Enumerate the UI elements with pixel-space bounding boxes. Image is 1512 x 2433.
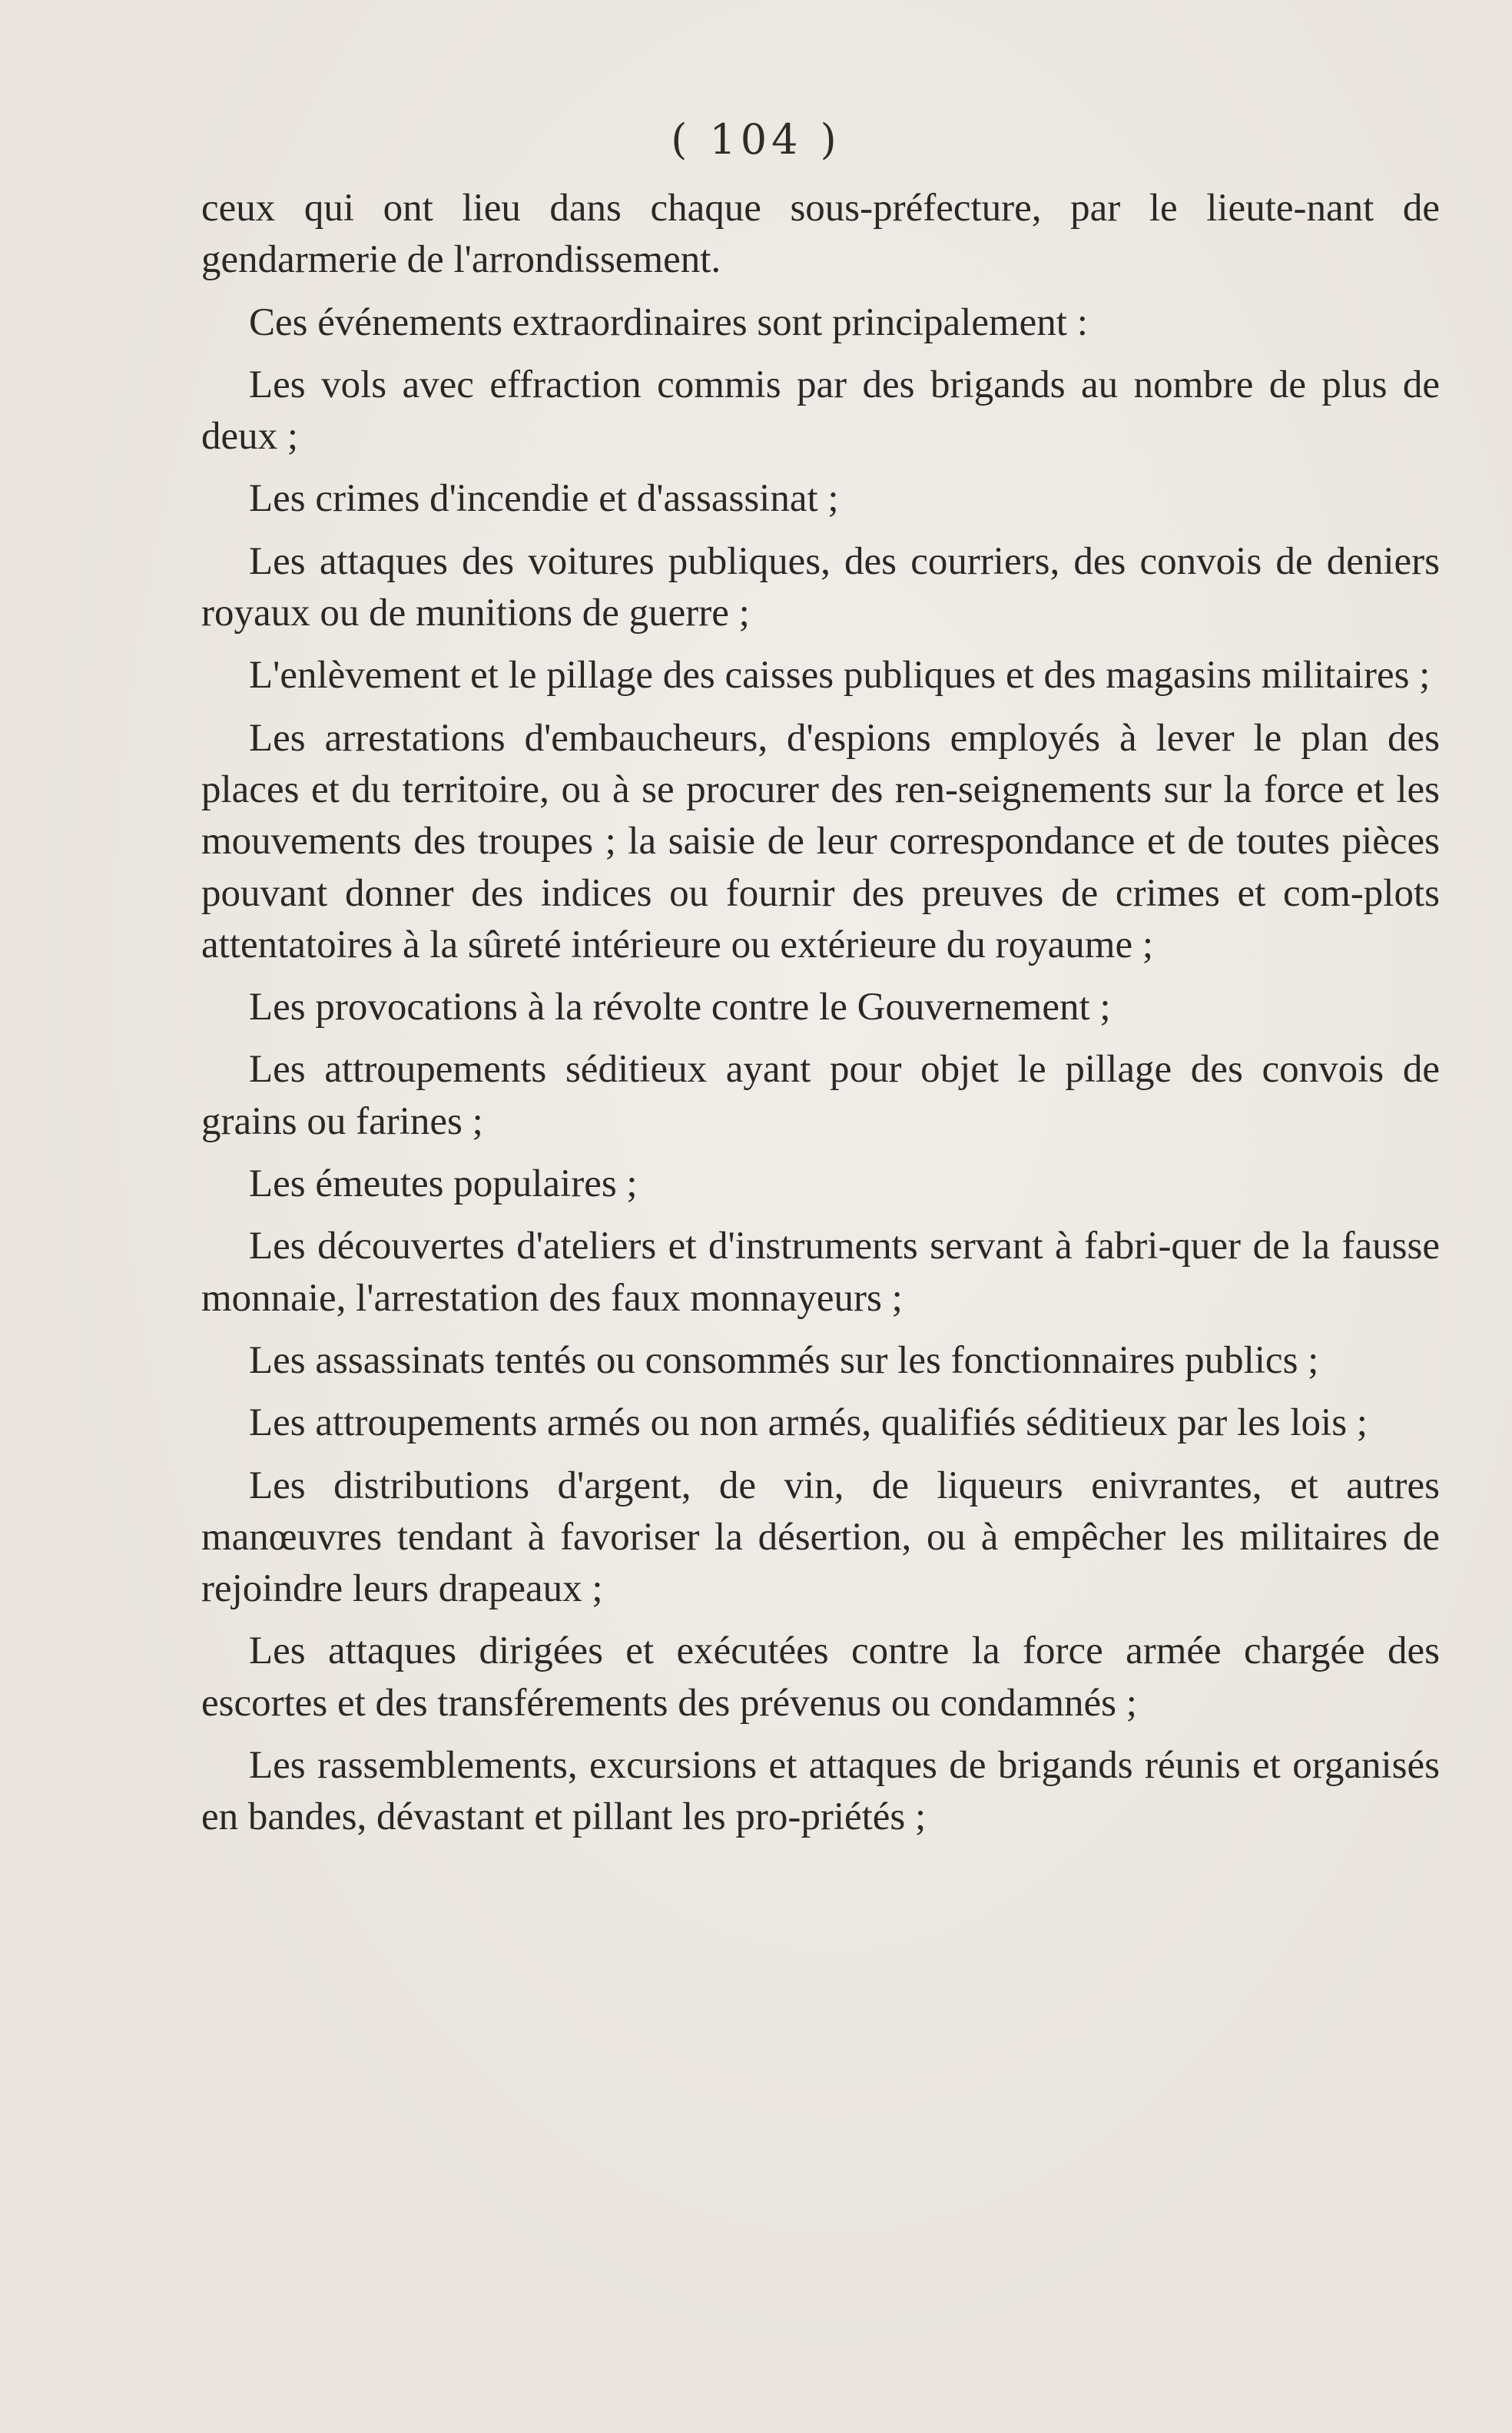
paragraph: Les distributions d'argent, de vin, de liqueurs enivrantes, et autres manœuvres tendant à favoriser la désertion, ou à empêcher les militaires de rejoindre leurs drapeaux ;	[201, 1463, 1440, 1611]
paragraph: Les attroupements séditieux ayant pour objet le pillage des convois de grains ou farines ;	[201, 1048, 1440, 1143]
paragraph: Les attaques dirigées et exécutées contre la force armée chargée des escortes et des transférements des prévenus ou condamnés ;	[201, 1629, 1440, 1725]
paragraph: Les émeutes populaires ;	[249, 1162, 638, 1206]
paragraph: Les arrestations d'embaucheurs, d'espions employés à lever le plan des places et du territoire, ou à se procurer des ren-seignements sur la force et les mouvements des troupes ; la saisie de leur correspondance et de toutes pièces pouvant donner des indices ou fournir des preuves de crimes et com-plots attentatoires à la sûreté intérieure ou extérieure du royaume ;	[201, 716, 1440, 966]
paragraph: Les vols avec effraction commis par des brigands au nombre de plus de deux ;	[201, 363, 1440, 459]
paragraph: Les découvertes d'ateliers et d'instruments servant à fabri-quer de la fausse monnaie, l'arrestation des faux monnayeurs ;	[201, 1225, 1440, 1320]
paragraph: Les attaques des voitures publiques, des courriers, des convois de deniers royaux ou de munitions de guerre ;	[201, 539, 1440, 635]
paragraph: Les attroupements armés ou non armés, qualifiés séditieux par les lois ;	[249, 1401, 1368, 1445]
paragraph: ceux qui ont lieu dans chaque sous-préfecture, par le lieute-nant de gendarmerie de l'arrondissement.	[201, 187, 1440, 282]
paragraph: Les assassinats tentés ou consommés sur les fonctionnaires publics ;	[249, 1338, 1319, 1382]
paragraph: Les provocations à la révolte contre le Gouvernement ;	[249, 986, 1111, 1029]
paragraph: Les rassemblements, excursions et attaques de brigands réunis et organisés en bandes, dévastant et pillant les pro-priétés ;	[201, 1744, 1440, 1839]
paragraph: Ces événements extraordinaires sont principalement :	[249, 300, 1088, 344]
paragraph: Les crimes d'incendie et d'assassinat ;	[249, 477, 839, 521]
page-body-text	[201, 183, 1440, 1844]
page-number: ( 104 )	[671, 115, 841, 164]
paragraph: L'enlèvement et le pillage des caisses publiques et des magasins militaires ;	[249, 654, 1431, 698]
